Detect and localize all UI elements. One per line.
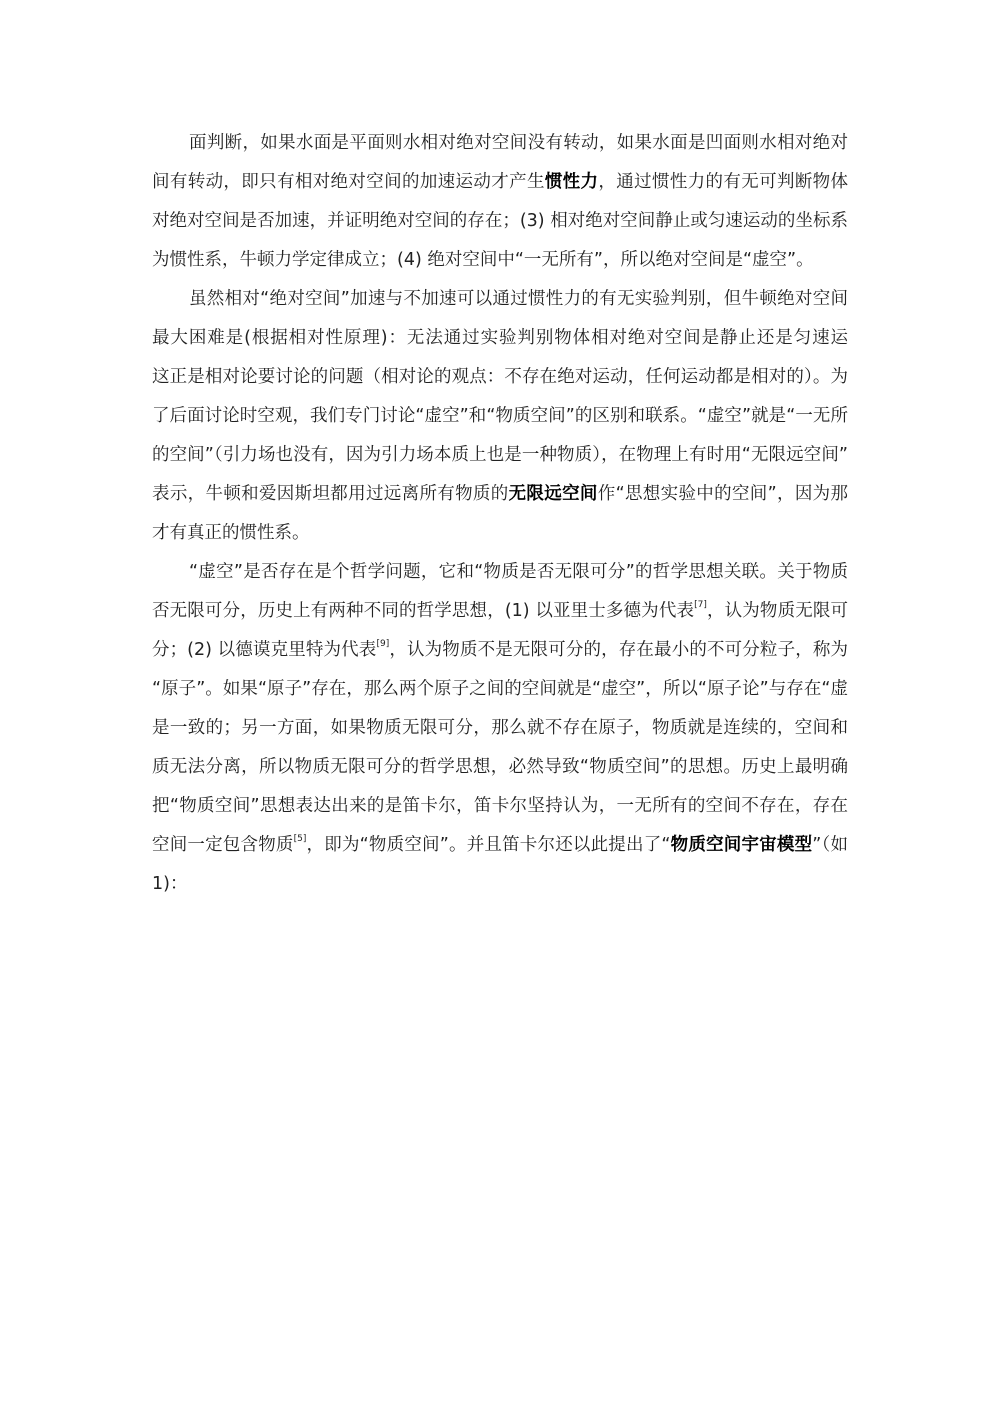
text-span: 分；(2) 以德谟克里特为代表 xyxy=(152,640,377,660)
text-span: 表示，牛顿和爱因斯坦都用过远离所有物质的 xyxy=(152,484,509,504)
text-line xyxy=(152,631,848,670)
text-span: 作“思想实验中的空间”，因为那 xyxy=(597,484,848,504)
text-span: 质无法分离，所以物质无限可分的哲学思想，必然导致“物质空间”的思想。历史上最明确 xyxy=(152,757,848,777)
text-line xyxy=(152,826,848,865)
text-line xyxy=(152,748,848,787)
paragraph xyxy=(152,124,848,280)
text-span: 虽然相对“绝对空间”加速与不加速可以通过惯性力的有无实验判别，但牛顿绝对空间 xyxy=(189,289,848,309)
text-span: ，通过惯性力的有无可判断物体 xyxy=(598,172,848,192)
bold-term: 惯性力 xyxy=(544,172,599,192)
text-line xyxy=(152,280,848,319)
citation-ref: [5] xyxy=(293,834,307,844)
text-span: “虚空”是否存在是个哲学问题，它和“物质是否无限可分”的哲学思想关联。关于物质 xyxy=(189,562,848,582)
text-span: ，认为物质不是无限可分的，存在最小的不可分粒子，称为 xyxy=(389,640,848,660)
text-span: 这正是相对论要讨论的问题（相对论的观点：不存在绝对运动，任何运动都是相对的）。为 xyxy=(152,367,848,387)
text-line xyxy=(152,787,848,826)
text-line xyxy=(152,319,848,358)
text-line xyxy=(152,709,848,748)
text-span: 的空间”（引力场也没有，因为引力场本质上也是一种物质），在物理上有时用“无限远空间” xyxy=(152,445,848,465)
text-span: 间有转动，即只有相对绝对空间的加速运动才产生 xyxy=(152,172,545,192)
bold-term: 物质空间宇宙模型 xyxy=(670,835,813,855)
text-line xyxy=(152,670,848,709)
text-span: 了后面讨论时空观，我们专门讨论“虚空”和“物质空间”的区别和联系。“虚空”就是“一无所 xyxy=(152,406,848,426)
text-span: 空间一定包含物质 xyxy=(152,835,294,855)
text-span: 是一致的；另一方面，如果物质无限可分，那么就不存在原子，物质就是连续的，空间和 xyxy=(152,718,848,738)
text-line xyxy=(152,592,848,631)
text-span: 为惯性系，牛顿力学定律成立；(4) 绝对空间中“一无所有”，所以绝对空间是“虚空”。 xyxy=(152,250,814,270)
citation-ref: [7] xyxy=(694,600,707,610)
text-span: ，即为“物质空间”。并且笛卡尔还以此提出了“ xyxy=(306,835,671,855)
text-line xyxy=(152,397,848,436)
text-span: 对绝对空间是否加速，并证明绝对空间的存在；(3) 相对绝对空间静止或匀速运动的坐标系 xyxy=(152,211,848,231)
text-line xyxy=(152,124,848,163)
text-line xyxy=(152,163,848,202)
text-span: 1)： xyxy=(152,874,188,894)
text-line xyxy=(152,202,848,241)
text-span: 才有真正的惯性系。 xyxy=(152,523,310,543)
paragraph xyxy=(152,553,848,904)
text-line xyxy=(152,865,848,904)
text-span: 把“物质空间”思想表达出来的是笛卡尔，笛卡尔坚持认为，一无所有的空间不存在，存在 xyxy=(152,796,848,816)
bold-term: 无限远空间 xyxy=(508,484,598,504)
text-line xyxy=(152,475,848,514)
citation-ref: [9] xyxy=(376,639,390,649)
text-span: ，认为物质无限可 xyxy=(706,601,848,621)
text-line xyxy=(152,514,848,553)
text-line xyxy=(152,436,848,475)
text-span: 最大困难是(根据相对性原理)：无法通过实验判别物体相对绝对空间是静止还是匀速运 xyxy=(152,328,848,348)
text-span: “原子”。如果“原子”存在，那么两个原子之间的空间就是“虚空”，所以“原子论”与存在“虚 xyxy=(152,679,848,699)
document-body xyxy=(152,124,848,904)
text-span: 面判断，如果水面是平面则水相对绝对空间没有转动，如果水面是凹面则水相对绝对 xyxy=(189,133,848,153)
paragraph xyxy=(152,280,848,553)
text-line xyxy=(152,241,848,280)
text-span: 否无限可分，历史上有两种不同的哲学思想，(1) 以亚里士多德为代表 xyxy=(152,601,695,621)
text-span: ”（如 xyxy=(812,835,848,855)
text-line xyxy=(152,553,848,592)
text-line xyxy=(152,358,848,397)
